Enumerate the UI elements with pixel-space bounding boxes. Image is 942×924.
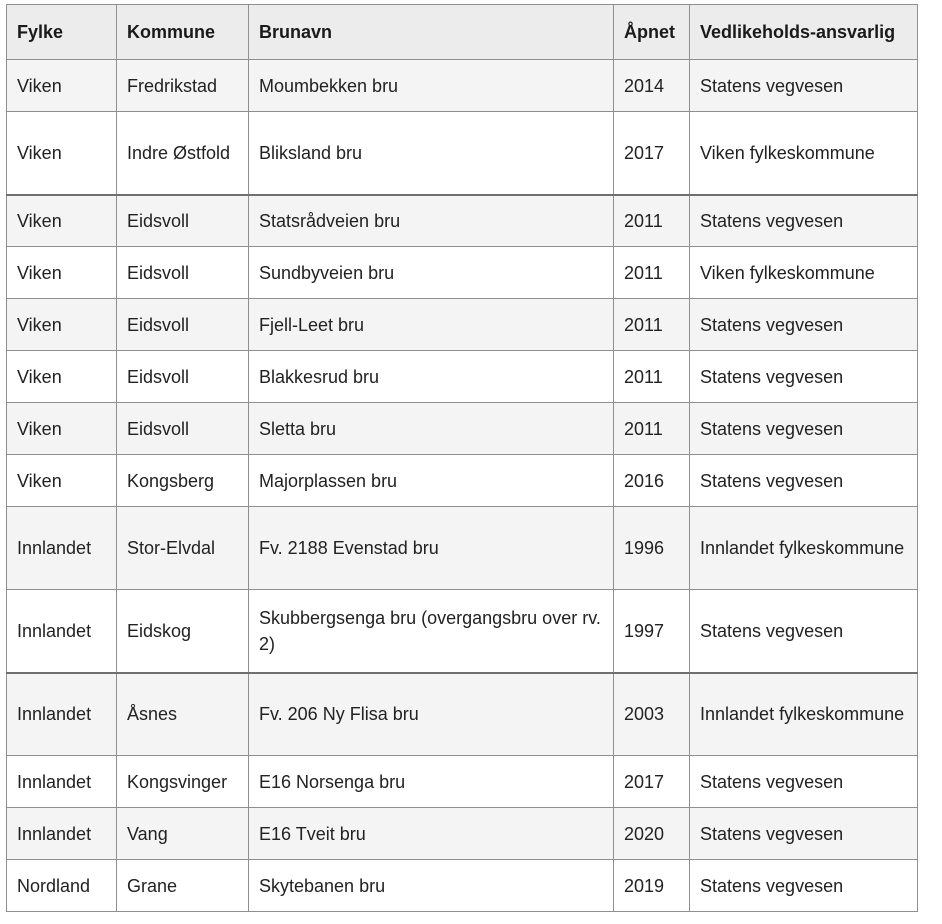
cell-brunavn: Fjell-Leet bru <box>249 299 614 351</box>
table-row <box>7 756 918 808</box>
cell-kommune: Eidskog <box>117 590 249 673</box>
cell-kommune: Eidsvoll <box>117 403 249 455</box>
cell-kommune: Indre Østfold <box>117 112 249 195</box>
cell-brunavn: Moumbekken bru <box>249 60 614 112</box>
table-container <box>6 4 918 912</box>
cell-fylke: Viken <box>7 112 117 195</box>
header-vedlikeholdsansvarlig: Vedlikeholds-ansvarlig <box>690 5 918 60</box>
header-fylke: Fylke <box>7 5 117 60</box>
cell-apnet: 2017 <box>614 112 690 195</box>
cell-brunavn: Blakkesrud bru <box>249 351 614 403</box>
cell-apnet: 2011 <box>614 403 690 455</box>
cell-apnet: 1997 <box>614 590 690 673</box>
table-row <box>7 673 918 756</box>
cell-ansvarlig: Viken fylkeskommune <box>690 112 918 195</box>
cell-ansvarlig: Statens vegvesen <box>690 590 918 673</box>
cell-brunavn: Skubbergsenga bru (overgangsbru over rv. 2) <box>249 590 614 673</box>
cell-fylke: Viken <box>7 403 117 455</box>
cell-ansvarlig: Innlandet fylkeskommune <box>690 673 918 756</box>
cell-fylke: Viken <box>7 60 117 112</box>
cell-fylke: Viken <box>7 299 117 351</box>
table-row <box>7 351 918 403</box>
cell-ansvarlig: Statens vegvesen <box>690 808 918 860</box>
table-row <box>7 455 918 507</box>
cell-brunavn: Sundbyveien bru <box>249 247 614 299</box>
header-row <box>7 5 918 60</box>
table-row <box>7 299 918 351</box>
cell-kommune: Eidsvoll <box>117 247 249 299</box>
cell-fylke: Innlandet <box>7 673 117 756</box>
cell-kommune: Eidsvoll <box>117 351 249 403</box>
table-row <box>7 112 918 195</box>
cell-ansvarlig: Innlandet fylkeskommune <box>690 507 918 590</box>
cell-apnet: 2011 <box>614 351 690 403</box>
cell-ansvarlig: Statens vegvesen <box>690 299 918 351</box>
cell-ansvarlig: Viken fylkeskommune <box>690 247 918 299</box>
cell-kommune: Åsnes <box>117 673 249 756</box>
table-row <box>7 195 918 247</box>
cell-kommune: Eidsvoll <box>117 299 249 351</box>
cell-apnet: 2011 <box>614 247 690 299</box>
table-row <box>7 247 918 299</box>
cell-apnet: 2011 <box>614 195 690 247</box>
header-brunavn: Brunavn <box>249 5 614 60</box>
cell-apnet: 2011 <box>614 299 690 351</box>
cell-brunavn: Sletta bru <box>249 403 614 455</box>
cell-ansvarlig: Statens vegvesen <box>690 455 918 507</box>
cell-ansvarlig: Statens vegvesen <box>690 351 918 403</box>
cell-fylke: Innlandet <box>7 590 117 673</box>
cell-kommune: Kongsberg <box>117 455 249 507</box>
cell-kommune: Fredrikstad <box>117 60 249 112</box>
cell-brunavn: Skytebanen bru <box>249 860 614 912</box>
cell-brunavn: E16 Tveit bru <box>249 808 614 860</box>
cell-apnet: 2014 <box>614 60 690 112</box>
cell-kommune: Stor-Elvdal <box>117 507 249 590</box>
cell-apnet: 1996 <box>614 507 690 590</box>
cell-ansvarlig: Statens vegvesen <box>690 860 918 912</box>
cell-ansvarlig: Statens vegvesen <box>690 756 918 808</box>
bridge-table <box>6 4 918 912</box>
cell-kommune: Vang <box>117 808 249 860</box>
cell-apnet: 2019 <box>614 860 690 912</box>
cell-brunavn: E16 Norsenga bru <box>249 756 614 808</box>
cell-fylke: Viken <box>7 195 117 247</box>
cell-brunavn: Fv. 206 Ny Flisa bru <box>249 673 614 756</box>
cell-fylke: Viken <box>7 351 117 403</box>
table-row <box>7 403 918 455</box>
cell-apnet: 2003 <box>614 673 690 756</box>
cell-fylke: Viken <box>7 247 117 299</box>
cell-brunavn: Statsrådveien bru <box>249 195 614 247</box>
table-row <box>7 60 918 112</box>
cell-kommune: Grane <box>117 860 249 912</box>
cell-apnet: 2020 <box>614 808 690 860</box>
cell-ansvarlig: Statens vegvesen <box>690 403 918 455</box>
cell-brunavn: Fv. 2188 Evenstad bru <box>249 507 614 590</box>
table-row <box>7 590 918 673</box>
cell-fylke: Nordland <box>7 860 117 912</box>
cell-fylke: Viken <box>7 455 117 507</box>
cell-brunavn: Bliksland bru <box>249 112 614 195</box>
header-kommune: Kommune <box>117 5 249 60</box>
cell-fylke: Innlandet <box>7 756 117 808</box>
cell-fylke: Innlandet <box>7 507 117 590</box>
cell-ansvarlig: Statens vegvesen <box>690 195 918 247</box>
table-row <box>7 860 918 912</box>
header-apnet: Åpnet <box>614 5 690 60</box>
cell-kommune: Kongsvinger <box>117 756 249 808</box>
table-row <box>7 507 918 590</box>
cell-fylke: Innlandet <box>7 808 117 860</box>
cell-kommune: Eidsvoll <box>117 195 249 247</box>
cell-apnet: 2017 <box>614 756 690 808</box>
cell-apnet: 2016 <box>614 455 690 507</box>
cell-brunavn: Majorplassen bru <box>249 455 614 507</box>
table-row <box>7 808 918 860</box>
cell-ansvarlig: Statens vegvesen <box>690 60 918 112</box>
